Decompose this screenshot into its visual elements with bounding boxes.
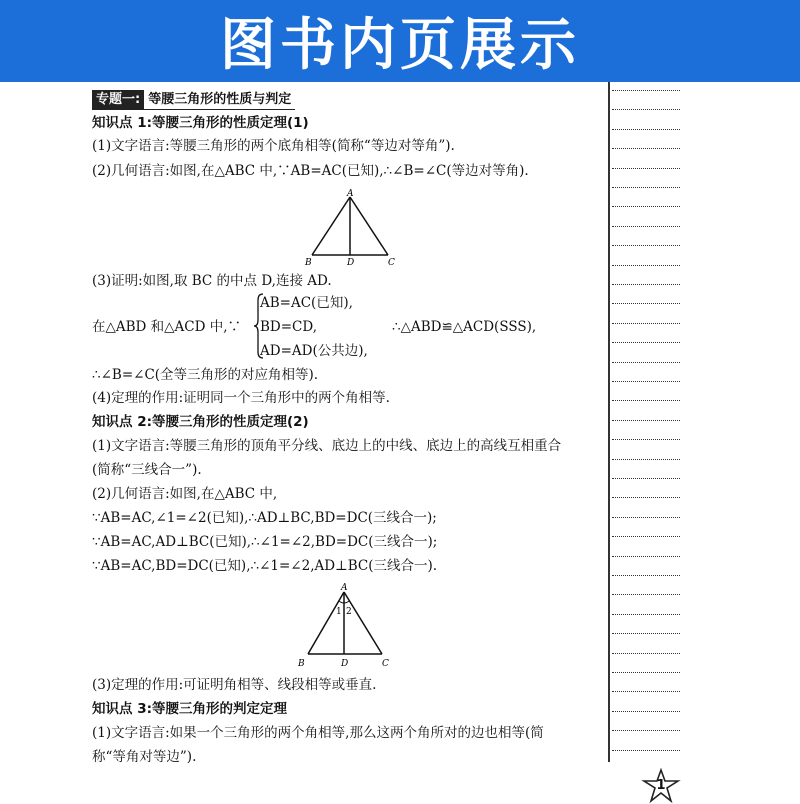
k2-p4: ∵AB=AC,AD⊥BC(已知),∴∠1=∠2,BD=DC(三线合一);	[92, 534, 438, 550]
brace-line-1: AB=AC(已知),	[260, 295, 353, 311]
note-line	[612, 245, 680, 246]
note-line	[612, 653, 680, 654]
banner-title: 图书内页展示	[220, 13, 580, 78]
k3-p1b: 称“等角对等边”).	[92, 749, 197, 765]
k1-p5: ∴∠B=∠C(全等三角形的对应角相等).	[92, 367, 319, 383]
note-line	[612, 691, 680, 692]
figure-1	[302, 187, 402, 267]
note-line	[612, 206, 680, 207]
k3-p1: (1)文字语言:如果一个三角形的两个角相等,那么这两个角所对的边也相等(简	[92, 725, 544, 741]
fig2-label-2: 2	[346, 607, 352, 617]
k1-p1: (1)文字语言:等腰三角形的两个底角相等(简称“等边对等角”).	[92, 138, 455, 154]
note-line	[612, 129, 680, 130]
k2-p5: ∵AB=AC,BD=DC(已知),∴∠1=∠2,AD⊥BC(三线合一).	[92, 558, 438, 574]
notes-border	[608, 82, 610, 762]
note-line	[612, 90, 680, 91]
k1-p6: (4)定理的作用:证明同一个三角形中的两个角相等.	[92, 390, 390, 406]
note-line	[612, 226, 680, 227]
brace-line-3: AD=AD(公共边),	[260, 343, 368, 359]
page-number: 1	[656, 778, 666, 793]
note-line	[612, 517, 680, 518]
note-line	[612, 711, 680, 712]
figure-2	[292, 582, 402, 672]
note-line	[612, 439, 680, 440]
fig2-label-b: B	[298, 659, 305, 669]
note-line	[612, 362, 680, 363]
topic-title: 等腰三角形的性质与判定	[144, 90, 295, 110]
note-line	[612, 284, 680, 285]
note-line	[612, 556, 680, 557]
page-number-badge	[640, 768, 682, 804]
fig1-label-c: C	[388, 258, 395, 267]
note-line	[612, 303, 680, 304]
brace-line-2: BD=CD,	[260, 319, 318, 335]
note-line	[612, 459, 680, 460]
fig1-label-b: B	[305, 258, 312, 267]
k2-heading: 知识点 2:等腰三角形的性质定理(2)	[92, 414, 309, 430]
note-line	[612, 575, 680, 576]
fig1-label-d: D	[347, 258, 355, 267]
note-line	[612, 187, 680, 188]
fig1-label-a: A	[347, 189, 354, 199]
fig2-label-d: D	[341, 659, 349, 669]
k2-p1b: (简称“三线合一”).	[92, 462, 202, 478]
note-line	[612, 265, 680, 266]
note-line	[612, 536, 680, 537]
k1-p3: (3)证明:如图,取 BC 的中点 D,连接 AD.	[92, 273, 332, 289]
note-line	[612, 478, 680, 479]
note-line	[612, 497, 680, 498]
note-line	[612, 594, 680, 595]
topic-label: 专题一:	[92, 90, 144, 110]
k2-p1: (1)文字语言:等腰三角形的顶角平分线、底边上的中线、底边上的高线互相重合	[92, 438, 562, 454]
book-page	[0, 82, 800, 800]
k1-p4-prefix: 在△ABD 和△ACD 中,∵	[92, 319, 242, 335]
k1-p2: (2)几何语言:如图,在△ABC 中,∵AB=AC(已知),∴∠B=∠C(等边对等角).	[92, 163, 529, 179]
k2-p2: (2)几何语言:如图,在△ABC 中,	[92, 486, 278, 502]
k1-p4-suffix: ∴△ABD≌△ACD(SSS),	[392, 319, 537, 335]
fig2-label-a: A	[341, 583, 348, 593]
note-line	[612, 614, 680, 615]
k1-heading: 知识点 1:等腰三角形的性质定理(1)	[92, 115, 309, 131]
note-line	[612, 730, 680, 731]
k2-p3: ∵AB=AC,∠1=∠2(已知),∴AD⊥BC,BD=DC(三线合一);	[92, 510, 437, 526]
note-line	[612, 672, 680, 673]
k3-heading: 知识点 3:等腰三角形的判定定理	[92, 701, 287, 717]
note-line	[612, 420, 680, 421]
note-line	[612, 342, 680, 343]
note-line	[612, 148, 680, 149]
note-line	[612, 633, 680, 634]
k2-p6: (3)定理的作用:可证明角相等、线段相等或垂直.	[92, 677, 377, 693]
note-line	[612, 750, 680, 751]
note-line	[612, 381, 680, 382]
note-line	[612, 168, 680, 169]
note-line	[612, 323, 680, 324]
note-line	[612, 109, 680, 110]
banner	[0, 0, 800, 82]
fig2-label-c: C	[382, 659, 389, 669]
note-line	[612, 400, 680, 401]
fig2-label-1: 1	[336, 607, 342, 617]
topic-header	[92, 90, 295, 110]
